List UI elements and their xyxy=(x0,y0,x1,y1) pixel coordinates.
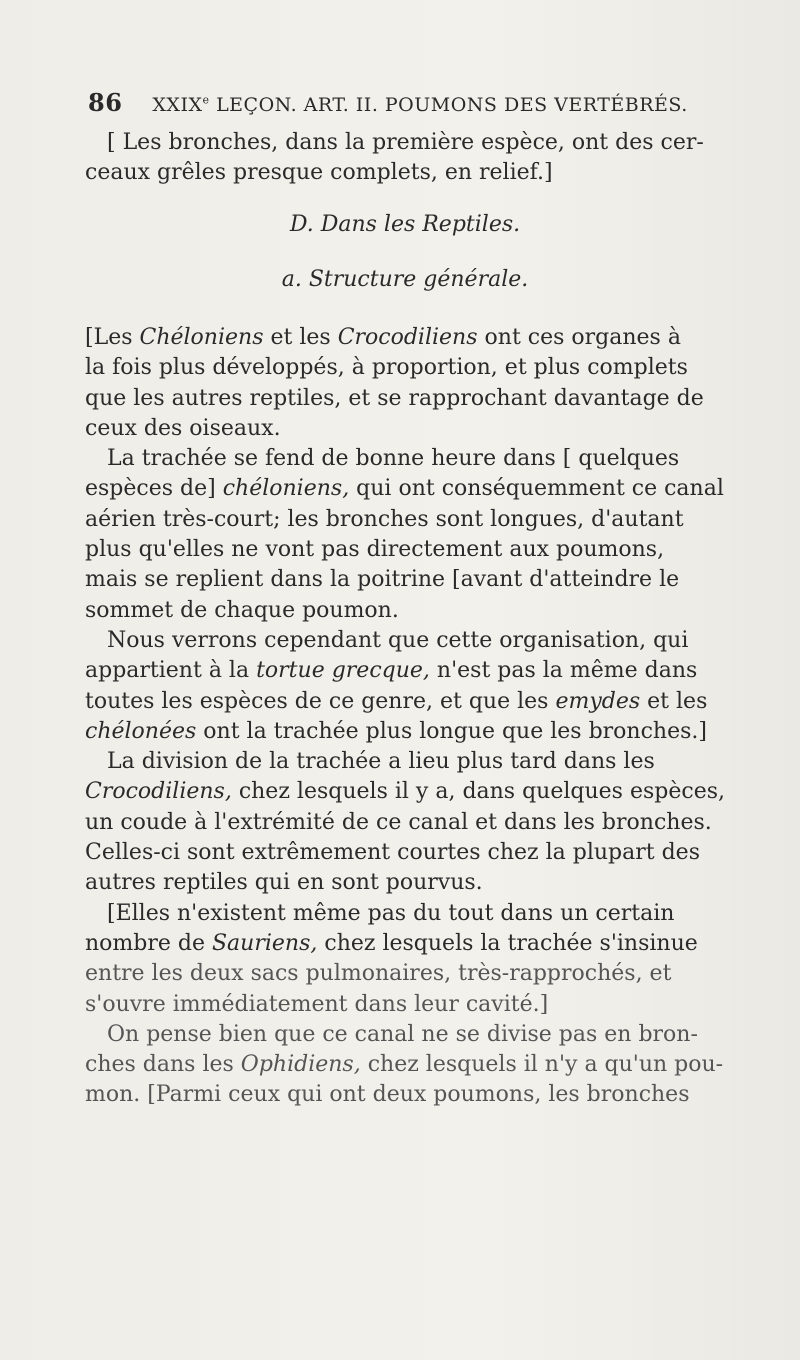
text-line: Crocodiliens, chez lesquels il y a, dans quelques espèces, xyxy=(85,779,725,805)
text-line: autres reptiles qui en sont pourvus. xyxy=(85,870,483,896)
body-text xyxy=(85,323,725,1111)
lecon-superscript: e xyxy=(202,93,210,107)
text-line: chélonées ont la trachée plus longue que les bronches.] xyxy=(85,718,707,744)
page-number: 86 xyxy=(88,88,123,117)
text-line: [Les Chéloniens et les Crocodiliens ont ces organes à xyxy=(85,325,681,350)
section-heading xyxy=(85,210,725,240)
text-line: espèces de] chéloniens, qui ont conséquemment ce canal xyxy=(85,476,724,502)
text-line: mon. [Parmi ceux qui ont deux poumons, les bronches xyxy=(85,1082,690,1108)
text-line: nombre de Sauriens, chez lesquels la trachée s'insinue xyxy=(85,930,698,956)
text-line: On pense bien que ce canal ne se divise pas en bron- xyxy=(107,1021,698,1047)
text-line: La division de la trachée a lieu plus tard dans les xyxy=(107,749,655,775)
text-line: ceux des oiseaux. xyxy=(85,415,281,441)
text-line: Celles-ci sont extrêmement courtes chez la plupart des xyxy=(85,840,700,866)
heading-structure: a. Structure générale. xyxy=(281,267,529,292)
header-title: LEÇON. ART. II. POUMONS DES VERTÉBRÉS. xyxy=(216,94,688,116)
lecon-number: XXIX xyxy=(152,94,203,116)
text-line: [ Les bronches, dans la première espèce, ont des cer- xyxy=(107,130,704,155)
heading-reptiles: D. Dans les Reptiles. xyxy=(289,212,521,237)
subsection-heading xyxy=(85,265,725,295)
text-line: la fois plus développés, à proportion, et plus complets xyxy=(85,355,688,381)
paragraph-bronches xyxy=(85,128,725,189)
text-line: plus qu'elles ne vont pas directement aux poumons, xyxy=(85,537,665,563)
text-line: entre les deux sacs pulmonaires, très-rapprochés, et xyxy=(85,961,672,987)
text-line: ceaux grêles presque complets, en relief.] xyxy=(85,160,553,186)
text-line: appartient à la tortue grecque, n'est pas la même dans xyxy=(85,658,698,684)
text-line: toutes les espèces de ce genre, et que les emydes et les xyxy=(85,688,708,714)
text-line: Nous verrons cependant que cette organisation, qui xyxy=(107,627,689,653)
text-line: mais se replient dans la poitrine [avant d'atteindre le xyxy=(85,567,680,593)
text-line: que les autres reptiles, et se rapprochant davantage de xyxy=(85,385,704,411)
text-line: La trachée se fend de bonne heure dans [ quelques xyxy=(107,446,680,472)
running-header xyxy=(88,88,688,117)
text-line: un coude à l'extrémité de ce canal et dans les bronches. xyxy=(85,809,712,835)
text-line: s'ouvre immédiatement dans leur cavité.] xyxy=(85,991,549,1017)
text-line: sommet de chaque poumon. xyxy=(85,597,399,623)
text-line: aérien très-court; les bronches sont longues, d'autant xyxy=(85,506,684,532)
text-line: ches dans les Ophidiens, chez lesquels il n'y a qu'un pou- xyxy=(85,1052,724,1078)
text-line: [Elles n'existent même pas du tout dans un certain xyxy=(107,900,675,926)
